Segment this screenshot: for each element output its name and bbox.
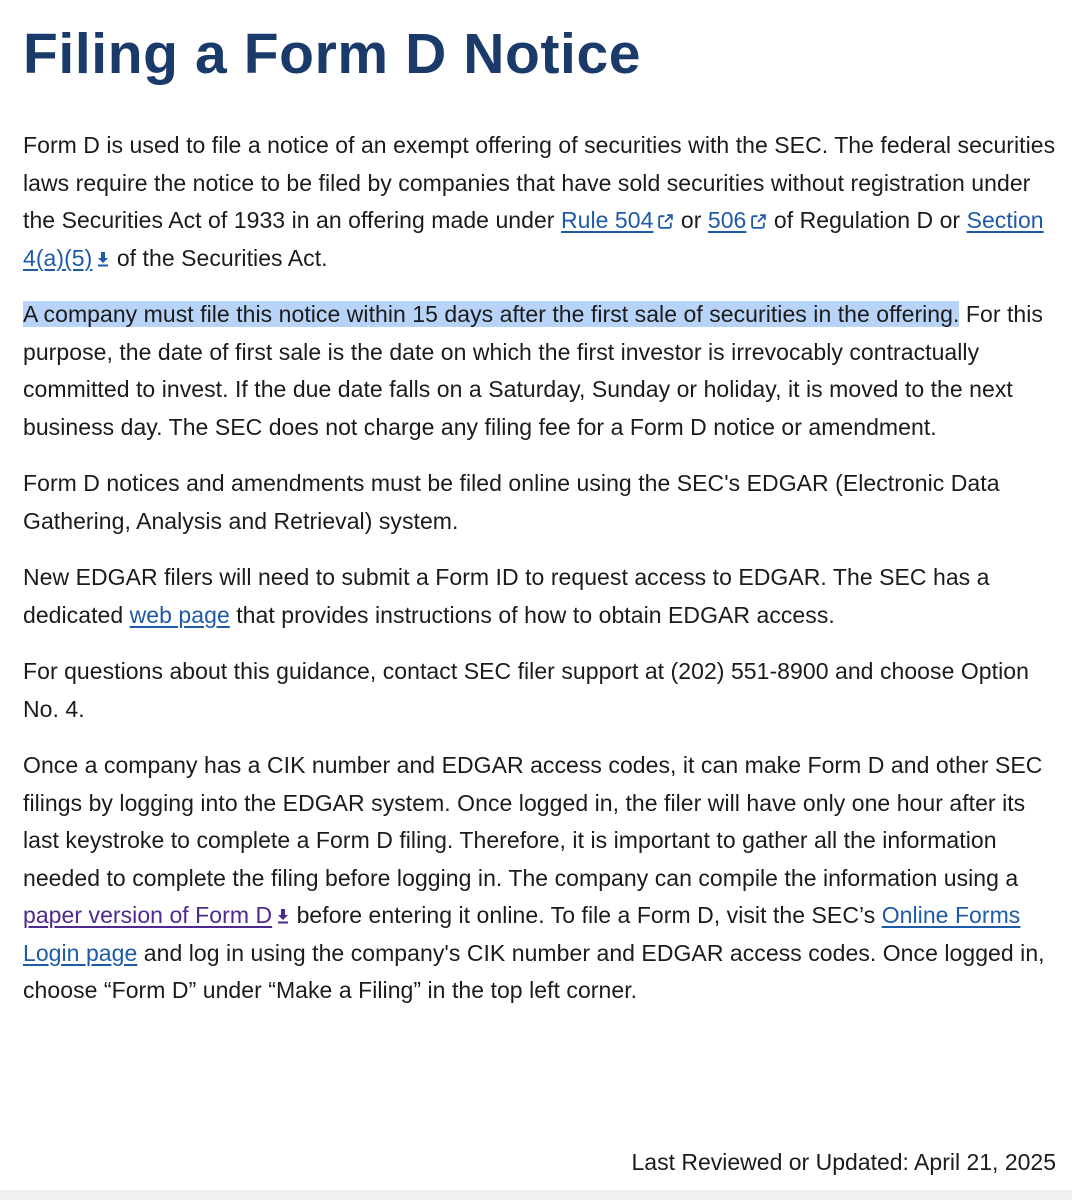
text: Once a company has a CIK number and EDGAR access codes, it can make Form D and other SEC filings by logging into the EDGAR system. Once logged in, the filer will have only one hour after its last keystroke to complete a Form D filing. Therefore, it is important to gather all the information needed to complete the filing before logging in. The company can compile the information using a	[23, 752, 1043, 891]
rule-504-link[interactable]: Rule 504	[560, 207, 654, 233]
page-title: Filing a Form D Notice	[23, 22, 642, 86]
paragraph-how-to-file	[23, 747, 1057, 1010]
page-bottom-divider	[0, 1190, 1072, 1200]
external-link-icon[interactable]	[657, 213, 674, 230]
text: and log in using the company's CIK number and EDGAR access codes. Once logged in, choose “Form D” under “Make a Filing” in the top left corner.	[23, 939, 1045, 1003]
last-reviewed-date: Last Reviewed or Updated: April 21, 2025	[631, 1149, 1056, 1175]
paragraph-new-filers	[23, 559, 1057, 634]
section-4a5-link[interactable]: Section 4(a)(5)	[23, 207, 1044, 271]
selected-text-highlight: A company must file this notice within 15 days after the first sale of securities in the offering.	[23, 301, 960, 327]
web-page-link[interactable]: web page	[129, 601, 230, 628]
text: Form D is used to file a notice of an exempt offering of securities with the SEC. The federal securities laws require the notice to be filed by companies that have sold securities without registration under the Securities Act of 1933 in an offering made under	[23, 132, 1056, 233]
paragraph-filing-deadline	[23, 296, 1057, 446]
external-link-icon[interactable]	[750, 213, 767, 230]
main-content	[23, 127, 1057, 1029]
paragraph-form-d-intro	[23, 127, 1057, 277]
paragraph-filer-support: For questions about this guidance, contact SEC filer support at (202) 551-8900 and choose Option No. 4.	[23, 658, 1029, 722]
download-icon[interactable]	[276, 908, 290, 924]
text: of Regulation D or	[767, 207, 967, 233]
rule-506-link[interactable]: 506	[707, 207, 747, 233]
online-forms-login-link[interactable]: Online Forms Login page	[23, 902, 1021, 966]
text: For this purpose, the date of first sale is the date on which the first investor is irrevocably contractually committed to invest. If the due date falls on a Saturday, Sunday or holiday, it is moved to the next business day. The SEC does not charge any filing fee for a Form D notice or amendment.	[23, 301, 1043, 440]
text: New EDGAR filers will need to submit a Form ID to request access to EDGAR. The SEC has a dedicated	[23, 564, 990, 628]
text: of the Securities Act.	[110, 244, 328, 271]
text: before entering it online. To file a Form D, visit the SEC’s	[290, 902, 882, 928]
paragraph-edgar-online: Form D notices and amendments must be filed online using the SEC's EDGAR (Electronic Data Gathering, Analysis and Retrieval) system.	[23, 470, 1000, 534]
text: or	[674, 207, 708, 233]
text: that provides instructions of how to obtain EDGAR access.	[229, 601, 835, 628]
paper-form-d-link[interactable]: paper version of Form D	[23, 902, 273, 928]
download-icon[interactable]	[96, 251, 110, 267]
